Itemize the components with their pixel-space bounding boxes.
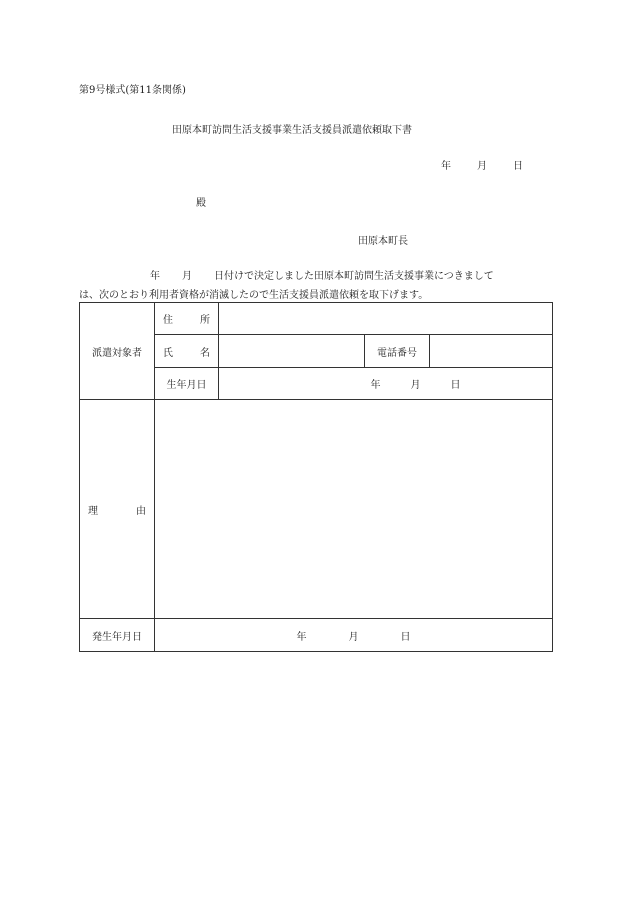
- name-label: 氏 名: [155, 335, 219, 368]
- form-number: 第9号様式(第11条関係): [79, 85, 186, 96]
- body-line-2: は、次のとおり利用者資格が消滅したので生活支援員派遣依頼を取下げます。: [79, 290, 429, 301]
- withdrawal-form-table: [79, 302, 553, 652]
- reason-label: 理 由: [80, 400, 155, 619]
- occurrence-date-label: 発生年月日: [80, 619, 155, 652]
- addressee-suffix: 殿: [196, 198, 206, 209]
- address-field[interactable]: [219, 303, 553, 335]
- address-label: 住 所: [155, 303, 219, 335]
- body-month: 月: [182, 271, 192, 282]
- birthdate-label: 生年月日: [155, 368, 219, 400]
- phone-label: 電話番号: [365, 335, 430, 368]
- issuer-name: 田原本町長: [358, 236, 408, 247]
- body-year: 年: [150, 271, 160, 282]
- name-field[interactable]: [219, 335, 365, 368]
- date-day: 日: [513, 161, 523, 172]
- occurrence-date-field[interactable]: 年 月 日: [155, 619, 553, 652]
- document-title: 田原本町訪問生活支援事業生活支援員派遣依頼取下書: [172, 125, 412, 136]
- date-year: 年: [441, 161, 451, 172]
- target-person-label: 派遣対象者: [80, 303, 155, 400]
- birthdate-field[interactable]: 年 月 日: [219, 368, 553, 400]
- body-line-1: [150, 267, 494, 282]
- date-month: 月: [477, 161, 487, 172]
- submission-date: [441, 157, 523, 172]
- reason-field[interactable]: [155, 400, 553, 619]
- body-line-1-rest: 日付けで決定しました田原本町訪問生活支援事業につきまして: [214, 271, 494, 282]
- phone-field[interactable]: [430, 335, 553, 368]
